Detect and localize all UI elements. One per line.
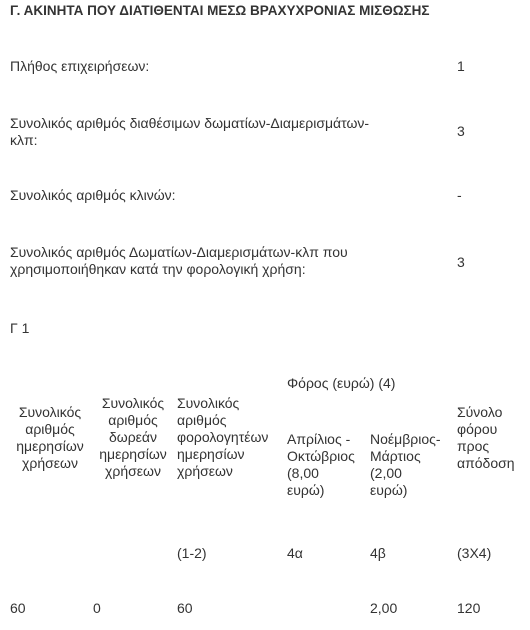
row-used-rooms-label-line1: Συνολικός αριθμός Δωματίων-Διαμερισμάτων-κλπ που [10,244,348,260]
row-beds-label: Συνολικός αριθμός κλινών: [10,187,176,203]
col6-line: απόδοση [457,455,515,471]
col1-line: χρήσεων [22,455,78,471]
col2-line: Συνολικός [101,395,165,411]
row-businesses-value: 1 [457,58,465,74]
subsection-label: Γ 1 [10,320,30,336]
col5-line: Μάρτιος [370,448,421,464]
code-col3: (1-2) [177,545,207,561]
col-total-tax-header [457,404,529,472]
row-rooms-label [10,115,369,149]
col6-line: προς [457,438,490,454]
col2-line: δωρεάν [108,429,158,445]
col2-line: χρήσεων [105,463,161,479]
row-beds-value: - [457,187,462,203]
data-col3: 60 [177,600,193,616]
row-used-rooms-value: 3 [457,254,465,270]
col1-line: ημερησίων [16,438,84,454]
col4-line: ευρώ) [287,482,325,498]
data-col2: 0 [93,600,101,616]
col3-line: φορολογητέων [177,429,269,445]
row-rooms-value: 3 [457,123,465,139]
col4-line: Απρίλιος - [287,431,351,447]
code-col5: 4β [370,545,386,561]
col1-line: Συνολικός [18,404,82,420]
row-rooms-label-line1: Συνολικός αριθμός διαθέσιμων δωματίων-Διαμερισμάτων- [10,115,370,131]
data-col1: 60 [10,600,26,616]
tax-group-header: Φόρος (ευρώ) (4) [287,375,396,391]
col4-line: (8,00 [287,465,319,481]
row-used-rooms-label-line2: χρησιμοποιήθηκαν κατά την φορολογική χρήση: [10,261,306,277]
col-taxable-uses-header [177,395,287,480]
col3-line: Συνολικός [177,395,240,411]
col3-line: αριθμός [177,412,227,428]
col5-line: (2,00 [370,465,402,481]
row-used-rooms-label [10,244,348,278]
data-col5: 2,00 [370,600,398,616]
col-free-uses-header [93,395,173,480]
section-title: Γ. ΑΚΙΝΗΤΑ ΠΟΥ ΔΙΑΤΙΘΕΝΤΑΙ ΜΕΣΩ ΒΡΑΧΥΧΡΟΝΙΑΣ ΜΙΣΘΩΣΗΣ [10,3,430,18]
col2-line: ημερησίων [99,446,167,462]
code-col4: 4α [287,545,303,561]
col2-line: αριθμός [108,412,158,428]
col3-line: ημερησίων [177,446,245,462]
col3-line: χρήσεων [177,463,233,479]
col1-line: αριθμός [25,421,75,437]
row-businesses-label: Πλήθος επιχειρήσεων: [10,58,150,74]
data-col6: 120 [457,600,481,616]
col5-line: ευρώ) [370,482,408,498]
code-col6: (3Χ4) [457,545,492,561]
col4-line: Οκτώβριος [287,448,355,464]
col-nov-mar-header [370,431,455,499]
col-apr-oct-header [287,431,367,499]
col6-line: φόρου [457,421,498,437]
row-rooms-label-line2: κλπ: [10,132,38,148]
col6-line: Σύνολο [457,404,503,420]
col-total-uses-header [10,404,90,472]
col5-line: Νοέμβριος- [370,431,441,447]
